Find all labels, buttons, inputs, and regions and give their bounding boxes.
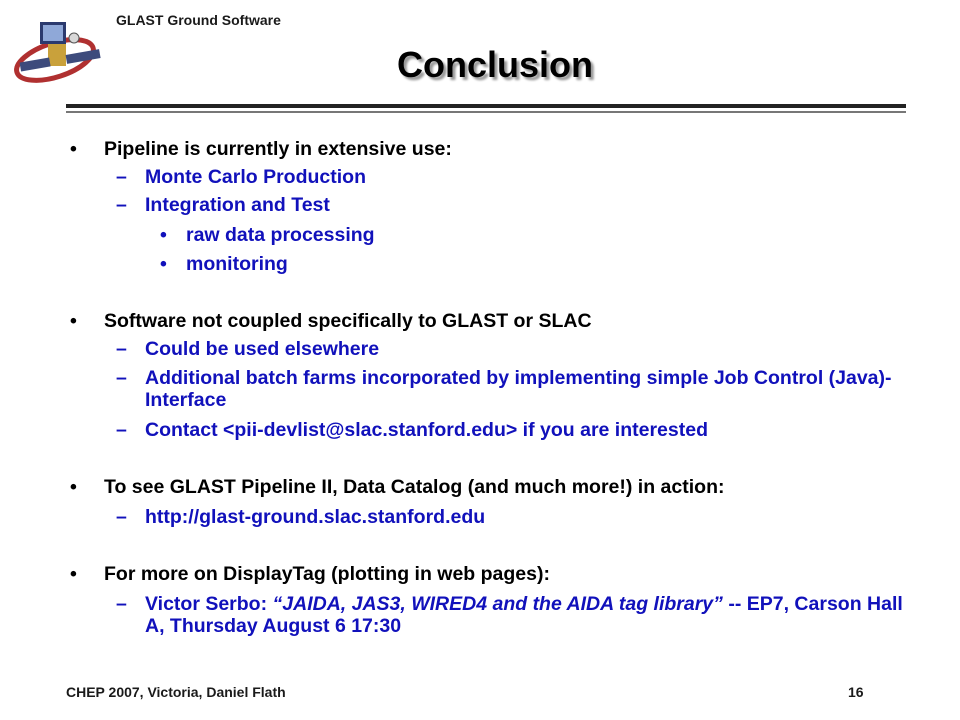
- bullet-marker: •: [70, 563, 77, 585]
- link-glast-ground[interactable]: http://glast-ground.slac.stanford.edu: [145, 506, 486, 528]
- title-rule-thick: [66, 104, 906, 108]
- bullet-pipeline-use: Pipeline is currently in extensive use:: [104, 138, 452, 160]
- sub-bullet-marker: •: [160, 224, 167, 246]
- bullet-marker: •: [70, 476, 77, 498]
- footer-conference: CHEP 2007, Victoria, Daniel Flath: [66, 684, 286, 700]
- item-integration-test: Integration and Test: [145, 194, 330, 216]
- bullet-displaytag: For more on DisplayTag (plotting in web pages):: [104, 563, 550, 585]
- talk-details: -- EP7, Carson Hall A, Thursday August 6 17:30: [145, 593, 903, 637]
- subitem-raw-data: raw data processing: [186, 224, 375, 246]
- dash-marker: –: [116, 419, 127, 441]
- sub-bullet-marker: •: [160, 253, 167, 275]
- subitem-monitoring: monitoring: [186, 253, 288, 275]
- dash-marker: –: [116, 338, 127, 360]
- dash-marker: –: [116, 194, 127, 216]
- bullet-see-pipeline: To see GLAST Pipeline II, Data Catalog (and much more!) in action:: [104, 476, 725, 498]
- item-contact: Contact <pii-devlist@slac.stanford.edu> if you are interested: [145, 419, 708, 441]
- talk-speaker: Victor Serbo:: [145, 593, 273, 615]
- dash-marker: –: [116, 593, 127, 615]
- org-label: GLAST Ground Software: [116, 12, 281, 28]
- title-rule-thin: [66, 111, 906, 113]
- item-batch-farms: Additional batch farms incorporated by implementing simple Job Control (Java)-Interface: [145, 367, 892, 411]
- dash-marker: –: [116, 506, 127, 528]
- item-monte-carlo: Monte Carlo Production: [145, 166, 366, 188]
- bullet-not-coupled: Software not coupled specifically to GLAST or SLAC: [104, 310, 592, 332]
- page-title: Conclusion: [397, 44, 593, 85]
- item-used-elsewhere: Could be used elsewhere: [145, 338, 380, 360]
- item-victor-serbo-talk: [145, 593, 905, 637]
- bullet-marker: •: [70, 138, 77, 160]
- dash-marker: –: [116, 367, 127, 389]
- dash-marker: –: [116, 166, 127, 188]
- footer-page-number: 16: [848, 684, 864, 700]
- talk-title: “JAIDA, JAS3, WIRED4 and the AIDA tag library”: [272, 593, 723, 615]
- bullet-marker: •: [70, 310, 77, 332]
